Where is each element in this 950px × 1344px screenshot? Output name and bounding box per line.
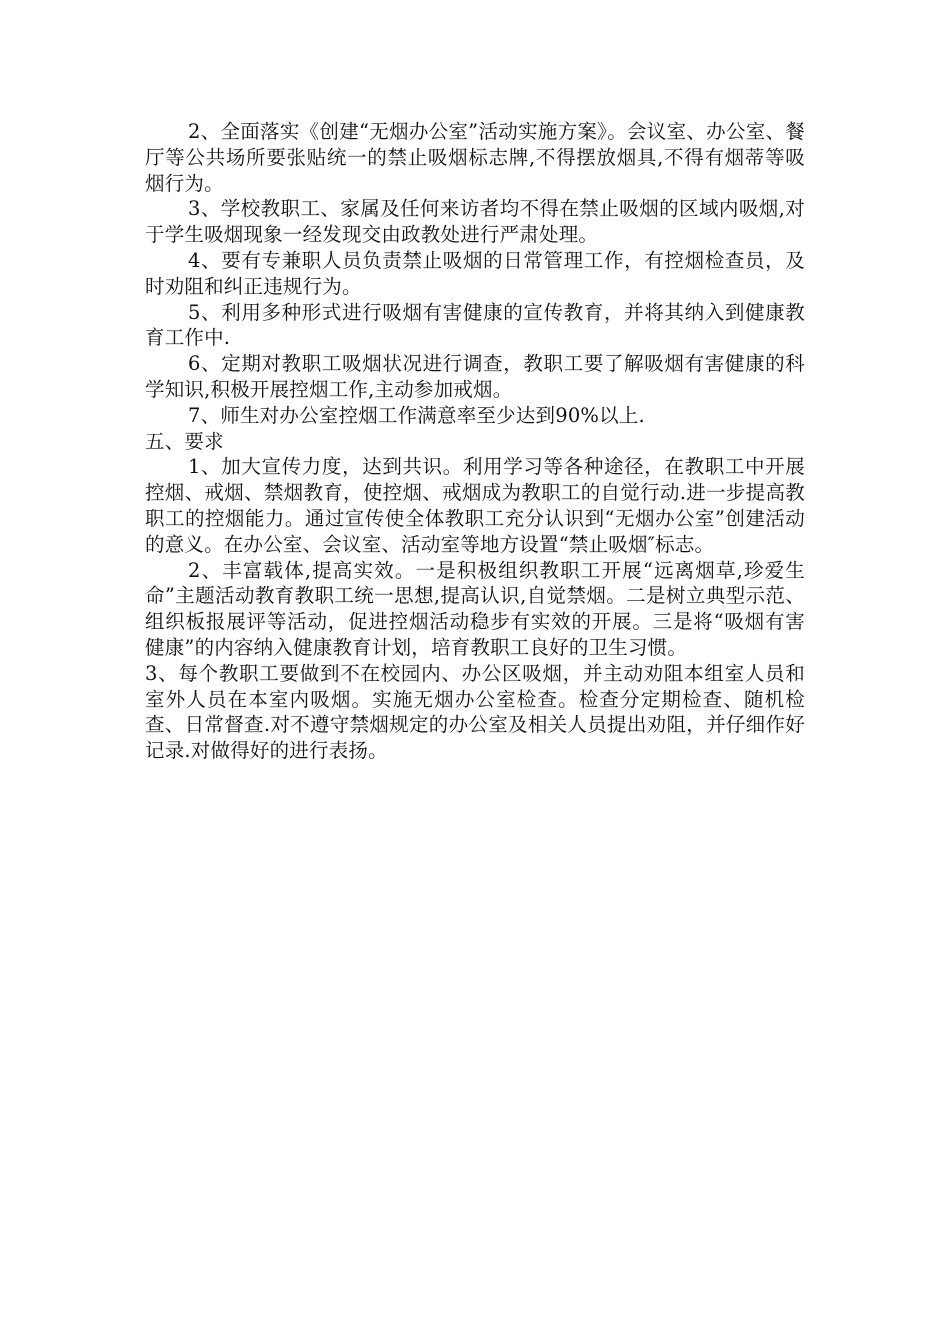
paragraph-requirement-2: 2、丰富载体,提高实效。一是积极组织教职工开展“远离烟草,珍爱生命”主题活动教育教职工统一思想,提高认识,自觉禁烟。二是树立典型示范、组织板报展评等活动，促进控烟活动稳步有实效的开展。三是将“吸烟有害健康”的内容纳入健康教育计划，培育教职工良好的卫生习惯。 [145,558,805,659]
paragraph-item-6-survey: 6、定期对教职工吸烟状况进行调查，教职工要了解吸烟有害健康的科学知识,积极开展控烟工作,主动参加戒烟。 [145,352,805,401]
paragraph-item-5-publicity-education: 5、利用多种形式进行吸烟有害健康的宣传教育，并将其纳入到健康教育工作中. [145,300,805,350]
paragraph-item-4-management-staff: 4、要有专兼职人员负责禁止吸烟的日常管理工作，有控烟检查员，及时劝阻和纠正违规行为。 [145,248,805,298]
paragraph-requirement-1: 1、加大宣传力度，达到共识。利用学习等各种途径，在教职工中开展控烟、戒烟、禁烟教育，使控烟、戒烟成为教职工的自觉行动.进一步提高教职工的控烟能力。通过宣传使全体教职工充分认识到“无烟办公室”创建活动的意义。在办公室、会议室、活动室等地方设置“禁止吸烟″标志。 [145,455,805,556]
document-body [145,119,805,764]
paragraph-requirement-3: 3、每个教职工要做到不在校园内、办公区吸烟，并主动劝阻本组室人员和室外人员在本室内吸烟。实施无烟办公室检查。检查分定期检查、随机检查、日常督查.对不遵守禁烟规定的办公室及相关人员提出劝阻，并仔细作好记录.对做得好的进行表扬。 [145,661,805,763]
paragraph-item-2-posting-signs: 2、全面落实《创建“无烟办公室”活动实施方案》。会议室、办公室、餐厅等公共场所要张贴统一的禁止吸烟标志牌,不得摆放烟具,不得有烟蒂等吸烟行为。 [145,120,805,195]
section-heading-requirements: 五、要求 [145,429,224,453]
paragraph-item-7-satisfaction: 7、师生对办公室控烟工作满意率至少达到90%以上. [188,403,645,427]
paragraph-item-3-no-smoking-areas: 3、学校教职工、家属及任何来访者均不得在禁止吸烟的区域内吸烟,对于学生吸烟现象一经发现交由政教处进行严肃处理。 [145,197,805,247]
